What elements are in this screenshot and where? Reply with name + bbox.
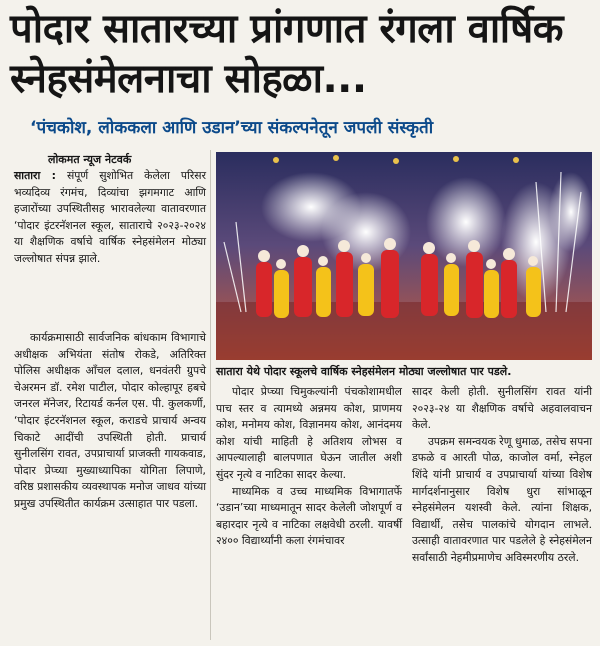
subheadline: ‘पंचकोश, लोककला आणि उडान’च्या संकल्पनेतून जपली संस्कृती: [30, 118, 434, 138]
photo-caption: सातारा येथे पोदार स्कूलचे वार्षिक स्नेहसंमेलन मोठ्या जल्लोषात पार पडले.: [216, 365, 512, 378]
stage-performance-image: [216, 152, 592, 360]
dateline: सातारा :: [14, 169, 56, 182]
paragraph-1: संपूर्ण सुशोभित केलेला परिसर भव्यदिव्य रंगमंच, दिव्यांचा झगमगाट आणि हजारोंच्या उपस्थितीसह भारावलेल्या वातावरणात ‘पोदार इंटरनॅशनल स्कूल, साताराचे २०२३-२०२४ या शैक्षणिक वर्षाचे वार्षिक स्नेहसंमेलन मोठ्या जल्लोषात संपन्न झाले.: [14, 169, 206, 265]
column-divider: [210, 150, 211, 640]
event-photo: [216, 152, 592, 360]
article-column-left-bottom: [14, 330, 206, 513]
paragraph-2: कार्यक्रमासाठी सार्वजनिक बांधकाम विभागाचे अधीक्षक अभियंता संतोष रोकडे, अतिरिक्त पोलिस अधीक्षक आँचल दलाल, धनवंतरी ग्रुपचे चेअरमन डॉ. रमेश पाटील, पोदार कोल्हापूर हबचे जनरल मॅनेजर, रिटायर्ड कर्नल एस. पी. कुलकर्णी, ‘पोदार इंटरनॅशनल स्कूल, कराडचे प्राचार्य अन्वय चिकाटे आदींची उपस्थिती होती. प्राचार्य सुनीलसिंग रावत, उपप्राचार्या प्राजक्ती गायकवाड, पोदार प्रेप्च्या मुख्याध्यापिका योगिता लिपाणे, वरिष्ठ प्रशासकीय व्यवस्थापक मनोज जाधव यांच्या प्रमुख उपस्थितीत कार्यक्रम उत्साहात पार पडला.: [14, 331, 206, 510]
headline: पोदार सातारच्या प्रांगणात रंगला वार्षिक स्नेहसंमेलनाचा सोहळा...: [10, 6, 563, 102]
article-column-left-top: [14, 168, 206, 268]
article-column-right: [412, 384, 592, 567]
paragraph-4: माध्यमिक व उच्च माध्यमिक विभागातर्फे ‘उडान’च्या माध्यमातून सादर केलेली जोशपूर्ण व बहारदार नृत्ये व नाटिका लक्षवेधी ठरली. यावर्षी २४०० विद्यार्थ्यांनी कला रंगमंचावर: [216, 484, 402, 548]
article-column-middle: [216, 384, 402, 550]
news-network-credit: लोकमत न्यूज नेटवर्क: [48, 153, 132, 166]
paragraph-3: पोदार प्रेप्च्या चिमुकल्यांनी पंचकोशामधील पाच स्तर व त्यामध्ये अन्नमय कोश, प्राणमय कोश, मनोमय कोश, विज्ञानमय कोश, आनंदमय कोश यांची माहिती हे अतिशय लोभस व आपल्यालाही बालपणात घेऊन जातील अशी सुंदर नृत्ये व नाटिका सादर केल्या.: [216, 385, 402, 481]
paragraph-5: सादर केली होती. सुनीलसिंग रावत यांनी २०२३-२४ या शैक्षणिक वर्षाचे अहवालवाचन केले.: [412, 385, 592, 432]
paragraph-6: उपक्रम समन्वयक रेणू धुमाळ, तसेच सपना डफळे व आरती पोळ, काजोल वर्मा, स्नेहल शिंदे यांनी प्राचार्य व उपप्राचार्या यांच्या विशेष मार्गदर्शनानुसार विशेष धुरा सांभाळून स्नेहसंमेलन यशस्वी केले. त्यांना शिक्षक, विद्यार्थी, तसेच पालकांचे योगदान लाभले. उत्साही वातावरणात पार पडलेले हे स्नेहसंमेलन सर्वांसाठी नेहमीप्रमाणेच अविस्मरणीय ठरले.: [412, 434, 592, 564]
